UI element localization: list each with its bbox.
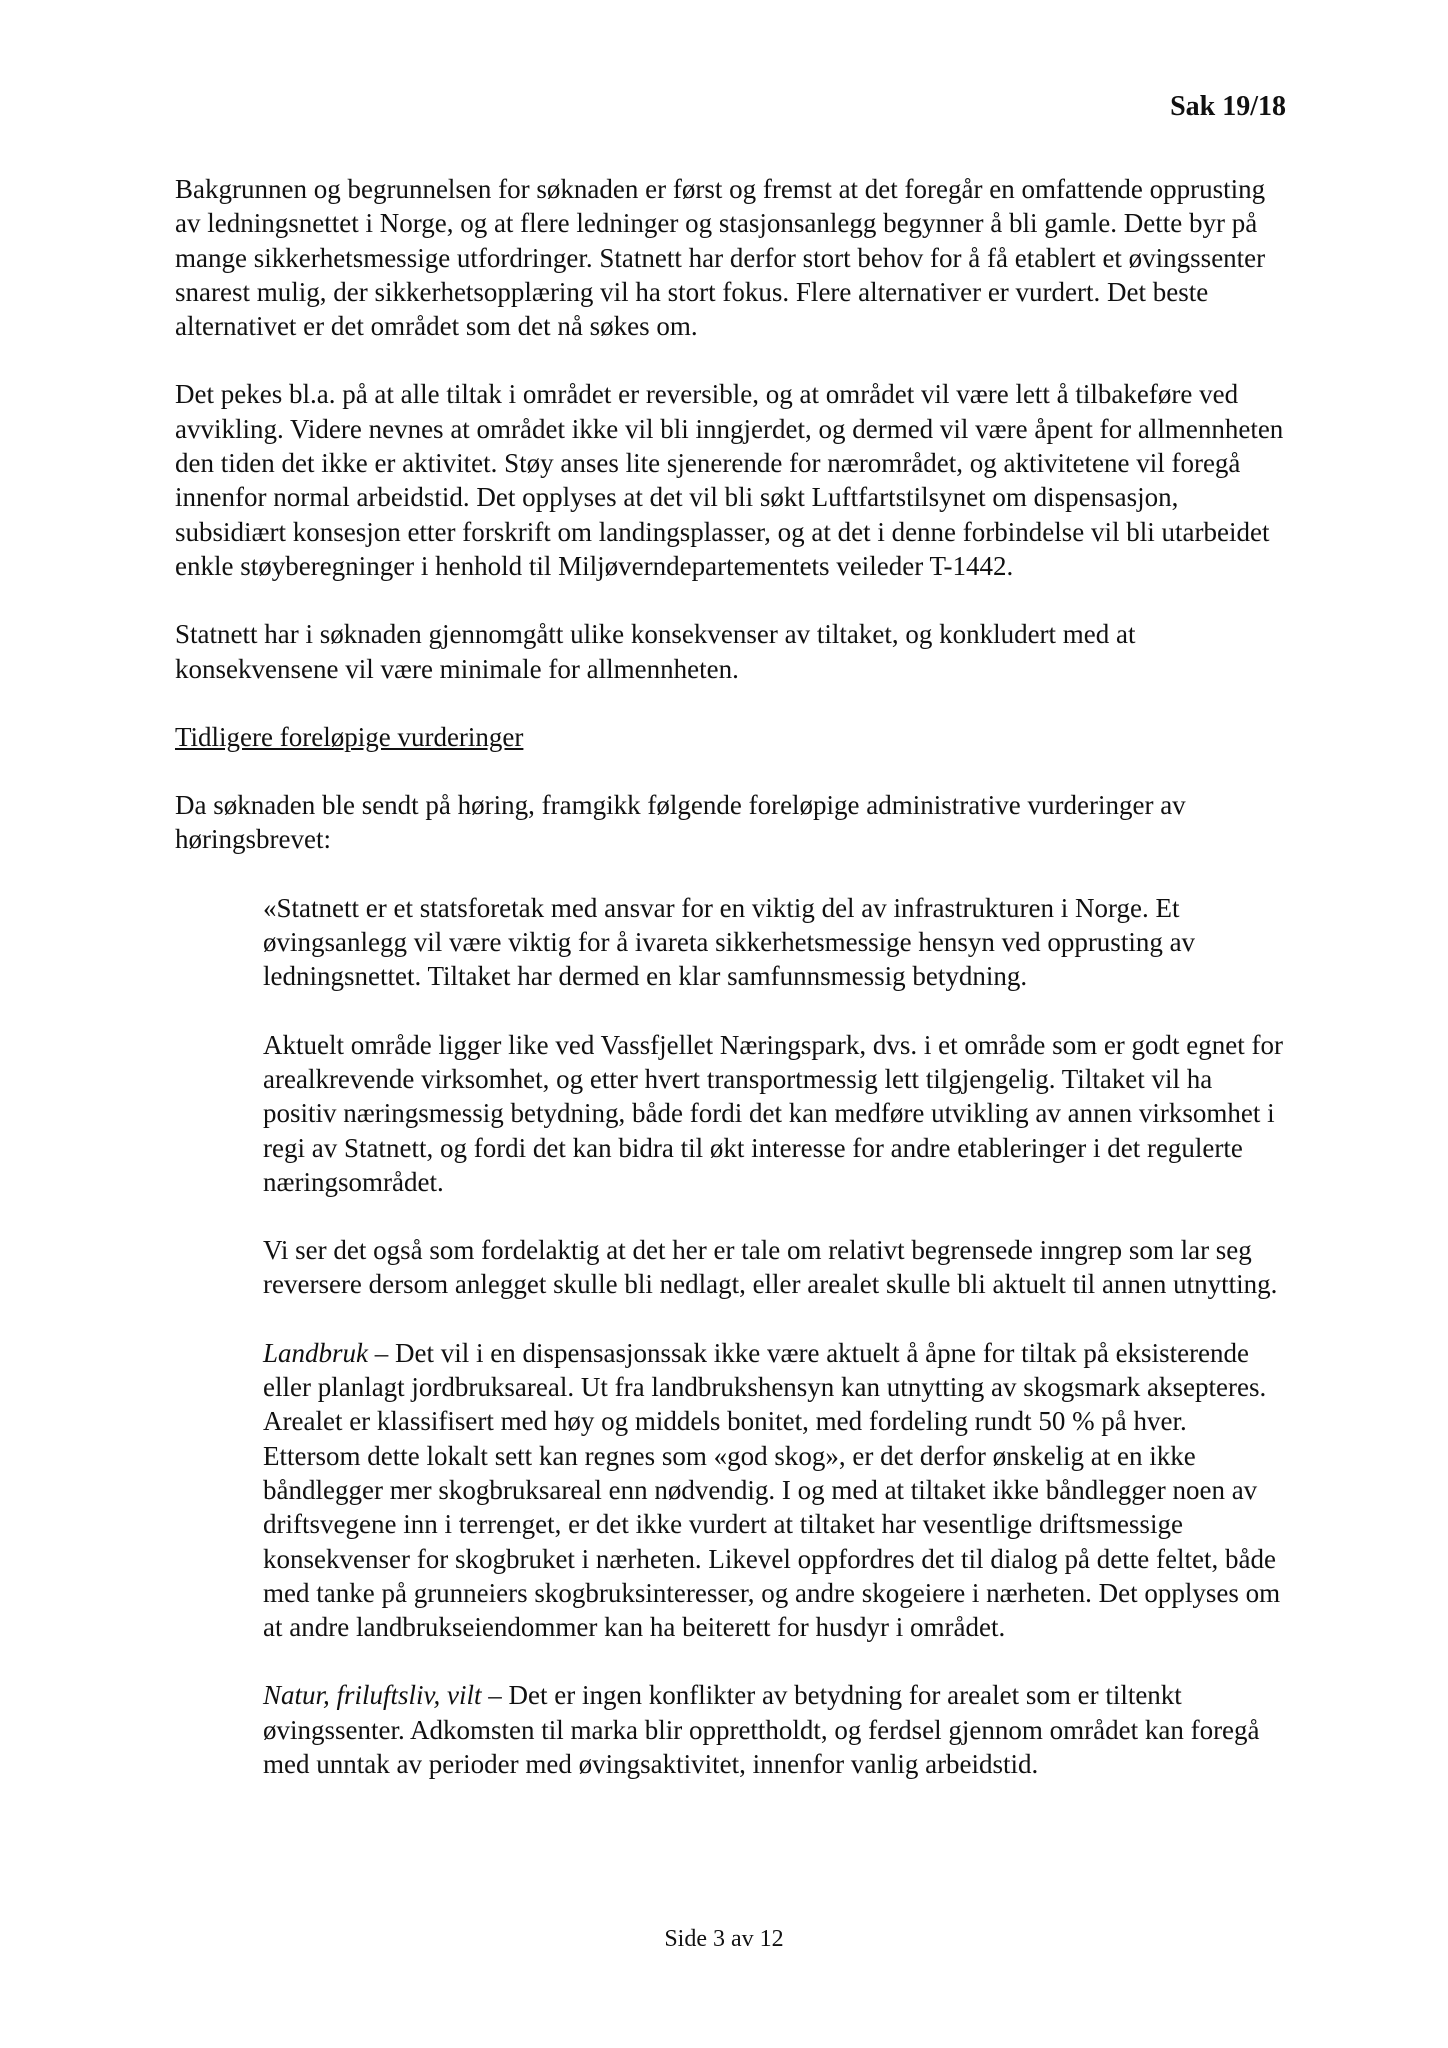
case-reference: Sak 19/18	[1170, 91, 1286, 122]
quote-paragraph-nature	[263, 1678, 1285, 1781]
quote-paragraph-statnett: «Statnett er et statsforetak med ansvar for en viktig del av infrastrukturen i Norge. Et øvingsanlegg vil være viktig for å ivareta sikkerhetsmessige hensyn ved opprusting av ledningsnettet. Tiltaket har dermed en klar samfunnsmessig betydning.	[263, 892, 1196, 992]
quote-paragraph-agriculture	[263, 1336, 1285, 1645]
section-intro: Da søknaden ble sendt på høring, framgikk følgende foreløpige administrative vurderinger av høringsbrevet:	[175, 790, 1186, 855]
nature-text: – Det er ingen konflikter av betydning for arealet som er tiltenkt øvingssenter. Adkomsten til marka blir opprettholdt, og ferdsel gjennom området kan foregå med unntak av perioder med øvingsaktivitet, innenfor vanlig arbeidstid.	[263, 1680, 1260, 1779]
quote-paragraph-location: Aktuelt område ligger like ved Vassfjellet Næringspark, dvs. i et område som er godt egnet for arealkrevende virksomhet, og etter hvert transportmessig lett tilgjengelig. Tiltaket vil ha positiv næringsmessig betydning, både fordi det kan medføre utvikling av annen virksomhet i regi av Statnett, og fordi det kan bidra til økt interesse for andre etableringer i det regulerte næringsområdet.	[263, 1029, 1284, 1197]
paragraph-consequences: Statnett har i søknaden gjennomgått ulike konsekvenser av tiltaket, og konkludert med at konsekvensene vil være minimale for allmennheten.	[175, 619, 1136, 684]
quoted-assessment	[263, 891, 1285, 1782]
quote-paragraph-reversible: Vi ser det også som fordelaktig at det her er tale om relativt begrensede inngrep som lar seg reversere dersom anlegget skulle bli nedlagt, eller arealet skulle bli aktuelt til annen utnytting.	[263, 1235, 1278, 1300]
agriculture-lead: Landbruk	[263, 1337, 369, 1368]
section-heading: Tidligere foreløpige vurderinger	[175, 721, 524, 752]
nature-lead: Natur, friluftsliv, vilt	[263, 1680, 482, 1711]
paragraph-background: Bakgrunnen og begrunnelsen for søknaden er først og fremst at det foregår en omfattende opprusting av ledningsnettet i Norge, og at flere ledninger og stasjonsanlegg begynner å bli gamle. Dette byr på mange sikkerhetsmessige utfordringer. Statnett har derfor stort behov for å få etablert et øvingssenter snarest mulig, der sikkerhetsopplæring vil ha stort fokus. Flere alternativer er vurdert. Det beste alternativet er det området som det nå søkes om.	[175, 174, 1266, 342]
agriculture-text: – Det vil i en dispensasjonssak ikke være aktuelt å åpne for tiltak på eksisterende eller planlagt jordbruksareal. Ut fra landbrukshensyn kan utnytting av skogsmark aksepteres. Arealet er klassifisert med høy og middels bonitet, med fordeling rundt 50 % på hver. Ettersom dette lokalt sett kan regnes som «god skog», er det derfor ønskelig at en ikke båndlegger mer skogbruksareal enn nødvendig. I og med at tiltaket ikke båndlegger noen av driftsvegene inn i terrenget, er det ikke vurdert at tiltaket har vesentlige driftsmessige konsekvenser for skogbruket i nærheten. Likevel oppfordres det til dialog på dette feltet, både med tanke på grunneiers skogbruksinteresser, og andre skogeiere i nærheten. Det opplyses om at andre landbrukseiendommer kan ha beiterett for husdyr i området.	[263, 1337, 1281, 1643]
document-body	[175, 172, 1285, 1781]
page-number: Side 3 av 12	[664, 1926, 784, 1952]
paragraph-reversibility: Det pekes bl.a. på at alle tiltak i området er reversible, og at området vil være lett å tilbakeføre ved avvikling. Videre nevnes at området ikke vil bli inngjerdet, og dermed vil være åpent for allmennheten den tiden det ikke er aktivitet. Støy anses lite sjenerende for nærområdet, og aktivitetene vil foregå innenfor normal arbeidstid. Det opplyses at det vil bli søkt Luftfartstilsynet om dispensasjon, subsidiært konsesjon etter forskrift om landingsplasser, og at det i denne forbindelse vil bli utarbeidet enkle støyberegninger i henhold til Miljøverndepartementets veileder T-1442.	[175, 379, 1284, 581]
